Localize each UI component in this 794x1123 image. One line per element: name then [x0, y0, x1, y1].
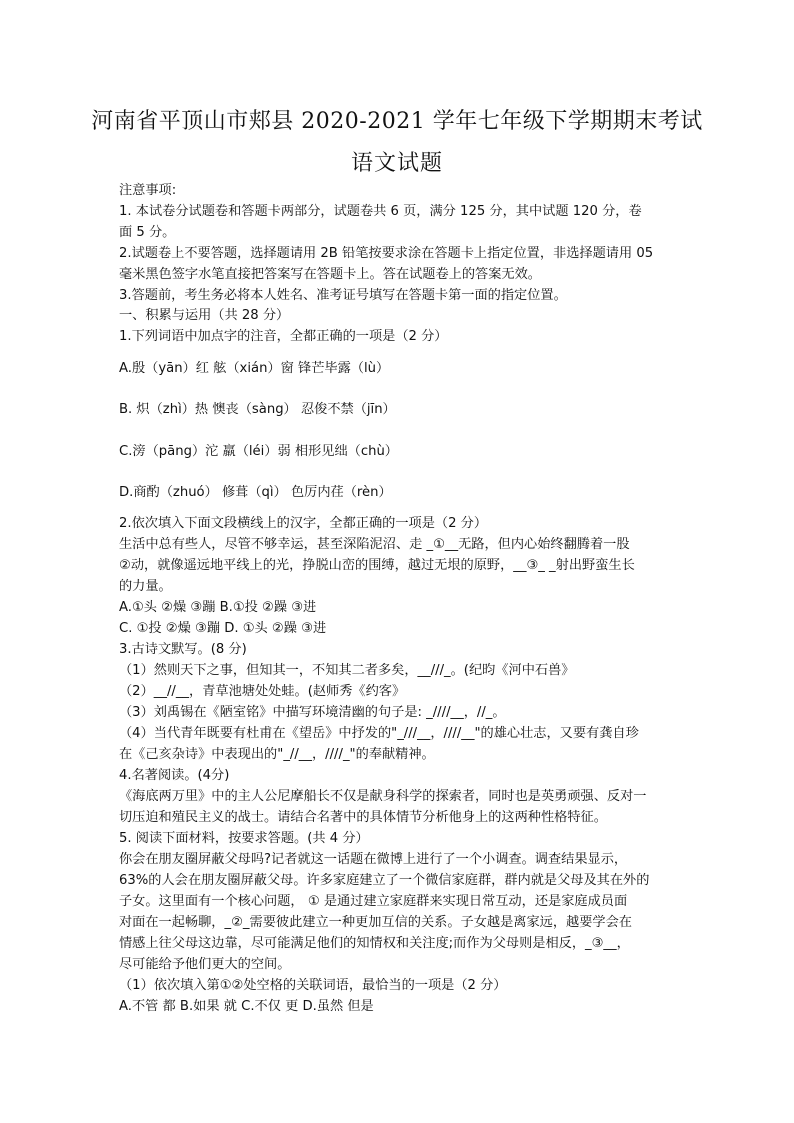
q1-stem: 1.下列词语中加点字的注音，全都正确的一项是（2 分） — [119, 329, 448, 344]
notes-line-5: 3.答题前，考生务必将本人姓名、准考证号填写在答题卡第一面的指定位置。 — [119, 288, 567, 303]
q3-item-3: （3）刘禹锡在《陋室铭》中描写环境清幽的句子是: _////__，//_。 — [119, 705, 506, 720]
q2-passage-line-1: 生活中总有些人，尽管不够幸运，甚至深陷泥沼、走 _①__无路，但内心始终翻腾着一股 — [119, 537, 630, 552]
q5-passage-line-6: 尽可能给予他们更大的空间。 — [119, 957, 291, 972]
q4-passage-line-1: 《海底两万里》中的主人公尼摩船长不仅是献身科学的探索者，同时也是英勇顽强、反对一 — [119, 789, 647, 804]
notes-line-2: 面 5 分。 — [119, 225, 176, 240]
q2-passage-line-3: 的力量。 — [119, 579, 172, 594]
q5-passage-line-1: 你会在朋友圈屏蔽父母吗?记者就这一话题在微博上进行了一个小调查。调查结果显示， — [119, 852, 628, 867]
q5-stem: 5. 阅读下面材料，按要求答题。(共 4 分） — [119, 831, 369, 846]
q2-options-cd: C. ①投 ②燥 ③蹦 D. ①头 ②躁 ③进 — [119, 621, 327, 636]
q3-item-2: （2）__//__，青草池塘处处蛙。(赵师秀《约客》 — [119, 684, 406, 699]
q5-passage-line-2: 63%的人会在朋友圈屏蔽父母。许多家庭建立了一个微信家庭群，群内就是父母及其在外的 — [119, 873, 650, 888]
q2-passage-line-2: ②动，就像遥远地平线上的光，挣脱山峦的围缚，越过无垠的原野，__③_ _射出野蛮生长 — [119, 558, 635, 573]
q3-stem: 3.古诗文默写。(8 分) — [119, 642, 247, 657]
q1-option-d: D.商酌（zhuó） 修葺（qì） 色厉内荏（rèn） — [119, 485, 392, 500]
q3-item-4b: 在《己亥杂诗》中表现出的"_//__，////_"的奉献精神。 — [119, 747, 435, 762]
q1-option-b: B. 炽（zhì）热 懊丧（sàng） 忍俊不禁（jīn） — [119, 402, 396, 417]
section-1-heading: 一、积累与运用（共 28 分） — [119, 308, 290, 323]
exam-title: 河南省平顶山市郏县 2020-2021 学年七年级下学期期末考试 — [91, 109, 703, 134]
q5-passage-line-4: 对面在一起畅聊，_②_需要彼此建立一种更加互信的关系。子女越是离家远，越要学会在 — [119, 915, 632, 930]
q5-sub-question-1-options: A.不管 都 B.如果 就 C.不仅 更 D.虽然 但是 — [119, 999, 374, 1014]
q3-item-1: （1）然则天下之事，但知其一，不知其二者多矣，__///_。(纪昀《河中石兽》 — [119, 663, 575, 678]
notes-heading: 注意事项: — [119, 183, 177, 198]
q2-options-ab: A.①头 ②燥 ③蹦 B.①投 ②躁 ③进 — [119, 600, 317, 615]
q1-option-c: C.滂（pāng）沱 羸（léi）弱 相形见绌（chù） — [119, 444, 398, 459]
q5-sub-question-1: （1）依次填入第①②处空格的关联词语，最恰当的一项是（2 分） — [119, 978, 507, 993]
q5-passage-line-5: 情感上往父母这边靠，尽可能满足他们的知情权和关注度;而作为父母则是相反，_③__， — [119, 936, 630, 951]
notes-line-3: 2.试题卷上不要答题，选择题请用 2B 铅笔按要求涂在答题卡上指定位置，非选择题请用 05 — [119, 246, 654, 261]
q2-stem: 2.依次填入下面文段横线上的汉字，全都正确的一项是（2 分） — [119, 516, 488, 531]
q4-passage-line-2: 切压迫和殖民主义的战士。请结合名著中的具体情节分析他身上的这两种性格特征。 — [119, 810, 607, 825]
notes-line-1: 1. 本试卷分试题卷和答题卡两部分，试题卷共 6 页，满分 125 分，其中试题 120 分，卷 — [119, 204, 642, 219]
exam-subtitle: 语文试题 — [350, 151, 443, 176]
q4-stem: 4.名著阅读。(4分) — [119, 768, 230, 783]
q5-passage-line-3: 子女。这里面有一个核心问题， ① 是通过建立家庭群来实现日常互动，还是家庭成员面 — [119, 894, 628, 909]
notes-line-4: 毫米黑色签字水笔直接把答案写在答题卡上。答在试题卷上的答案无效。 — [119, 267, 541, 282]
q1-option-a: A.殷（yān）红 舷（xián）窗 锋芒毕露（lù） — [119, 361, 390, 376]
q3-item-4a: （4）当代青年既要有杜甫在《望岳》中抒发的"_///__，////__"的雄心壮志，又要有龚自珍 — [119, 726, 639, 741]
